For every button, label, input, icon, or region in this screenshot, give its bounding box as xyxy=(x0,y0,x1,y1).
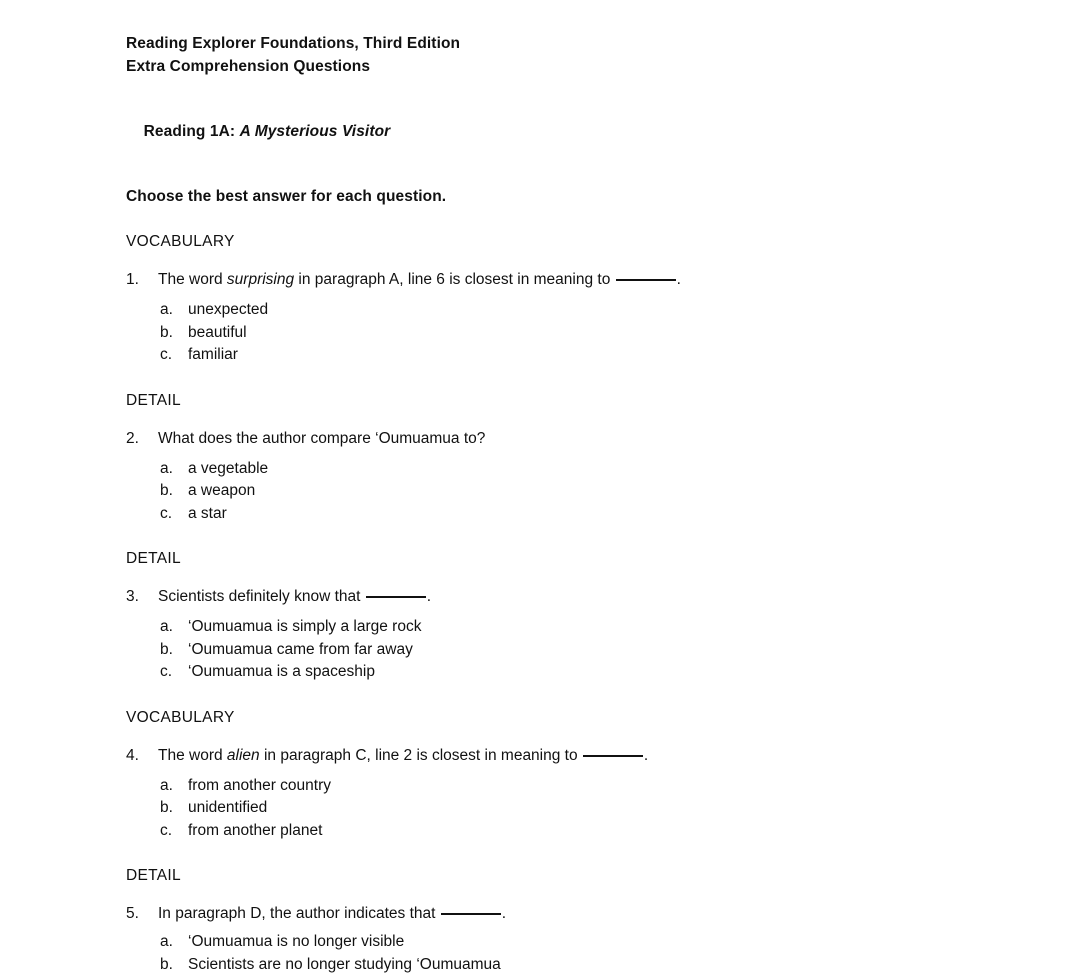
option-text: Scientists are no longer studying ‘Oumuamua xyxy=(188,954,501,976)
option-row[interactable] xyxy=(160,299,1080,322)
question-text-end: . xyxy=(502,905,506,922)
option-letter: b. xyxy=(160,954,188,976)
reading-label: Reading 1A: xyxy=(144,123,240,140)
option-text: a star xyxy=(188,503,227,526)
question-text-end: . xyxy=(644,747,648,764)
option-letter: a. xyxy=(160,931,188,954)
option-row[interactable] xyxy=(160,820,1080,843)
option-row[interactable] xyxy=(160,661,1080,684)
option-list xyxy=(126,616,1080,684)
option-letter: c. xyxy=(160,503,188,526)
option-text: ‘Oumuamua is no longer visible xyxy=(188,931,404,954)
question-row xyxy=(126,269,1080,290)
option-text: a weapon xyxy=(188,480,255,503)
question-group xyxy=(126,231,1080,367)
question-text xyxy=(158,269,681,290)
option-row[interactable] xyxy=(160,775,1080,798)
option-row[interactable] xyxy=(160,954,1080,976)
option-text: unexpected xyxy=(188,299,268,322)
option-list xyxy=(126,458,1080,526)
question-text-end: . xyxy=(677,271,681,288)
option-letter: a. xyxy=(160,775,188,798)
question-number: 3. xyxy=(126,586,158,607)
question-group xyxy=(126,548,1080,684)
option-letter: a. xyxy=(160,458,188,481)
option-row[interactable] xyxy=(160,639,1080,662)
reading-heading xyxy=(126,99,1080,165)
section-label: VOCABULARY xyxy=(126,707,1080,728)
option-text: ‘Oumuamua came from far away xyxy=(188,639,413,662)
section-label: VOCABULARY xyxy=(126,231,1080,252)
option-letter: c. xyxy=(160,661,188,684)
question-text-end: . xyxy=(427,588,431,605)
question-text xyxy=(158,586,431,607)
answer-blank[interactable] xyxy=(616,279,676,281)
option-text: ‘Oumuamua is a spaceship xyxy=(188,661,375,684)
option-text: beautiful xyxy=(188,322,247,345)
question-group xyxy=(126,390,1080,526)
option-row[interactable] xyxy=(160,322,1080,345)
document-header xyxy=(126,33,1080,78)
question-text-after: in paragraph C, line 2 is closest in meaning to xyxy=(260,747,582,764)
option-letter: b. xyxy=(160,322,188,345)
question-text-before: The word xyxy=(158,271,227,288)
option-row[interactable] xyxy=(160,458,1080,481)
document-title-line-2: Extra Comprehension Questions xyxy=(126,56,1080,79)
questions-list xyxy=(126,231,1080,976)
option-row[interactable] xyxy=(160,344,1080,367)
option-letter: c. xyxy=(160,820,188,843)
question-number: 2. xyxy=(126,428,158,449)
option-text: familiar xyxy=(188,344,238,367)
option-list xyxy=(126,775,1080,843)
section-label: DETAIL xyxy=(126,865,1080,886)
question-text-before: What does the author compare ‘Oumuamua to? xyxy=(158,430,485,447)
instruction-text: Choose the best answer for each question. xyxy=(126,186,1080,208)
option-row[interactable] xyxy=(160,503,1080,526)
question-text-before: In paragraph D, the author indicates that xyxy=(158,905,440,922)
option-row[interactable] xyxy=(160,797,1080,820)
option-list xyxy=(126,299,1080,367)
document-title-line-1: Reading Explorer Foundations, Third Edition xyxy=(126,33,1080,56)
option-letter: a. xyxy=(160,299,188,322)
option-letter: a. xyxy=(160,616,188,639)
reading-title-text: A Mysterious Visitor xyxy=(240,123,391,140)
option-text: ‘Oumuamua is simply a large rock xyxy=(188,616,421,639)
question-text-before: Scientists definitely know that xyxy=(158,588,365,605)
answer-blank[interactable] xyxy=(366,596,426,598)
vocabulary-target-word: alien xyxy=(227,747,260,764)
question-group xyxy=(126,865,1080,976)
option-row[interactable] xyxy=(160,931,1080,954)
question-text xyxy=(158,745,648,766)
answer-blank[interactable] xyxy=(441,913,501,915)
option-row[interactable] xyxy=(160,480,1080,503)
question-number: 4. xyxy=(126,745,158,766)
question-row xyxy=(126,903,1080,924)
option-text: a vegetable xyxy=(188,458,268,481)
question-text xyxy=(158,903,506,924)
option-text: from another country xyxy=(188,775,331,798)
question-number: 1. xyxy=(126,269,158,290)
question-row xyxy=(126,586,1080,607)
option-letter: b. xyxy=(160,480,188,503)
option-list xyxy=(126,931,1080,976)
question-group xyxy=(126,707,1080,843)
option-letter: c. xyxy=(160,344,188,367)
question-text xyxy=(158,428,485,449)
question-text-before: The word xyxy=(158,747,227,764)
vocabulary-target-word: surprising xyxy=(227,271,294,288)
option-letter: b. xyxy=(160,797,188,820)
answer-blank[interactable] xyxy=(583,755,643,757)
section-label: DETAIL xyxy=(126,548,1080,569)
question-number: 5. xyxy=(126,903,158,924)
option-text: unidentified xyxy=(188,797,267,820)
option-row[interactable] xyxy=(160,616,1080,639)
question-text-after: in paragraph A, line 6 is closest in meaning to xyxy=(294,271,615,288)
option-text: from another planet xyxy=(188,820,322,843)
option-letter: b. xyxy=(160,639,188,662)
question-row xyxy=(126,745,1080,766)
question-row xyxy=(126,428,1080,449)
section-label: DETAIL xyxy=(126,390,1080,411)
